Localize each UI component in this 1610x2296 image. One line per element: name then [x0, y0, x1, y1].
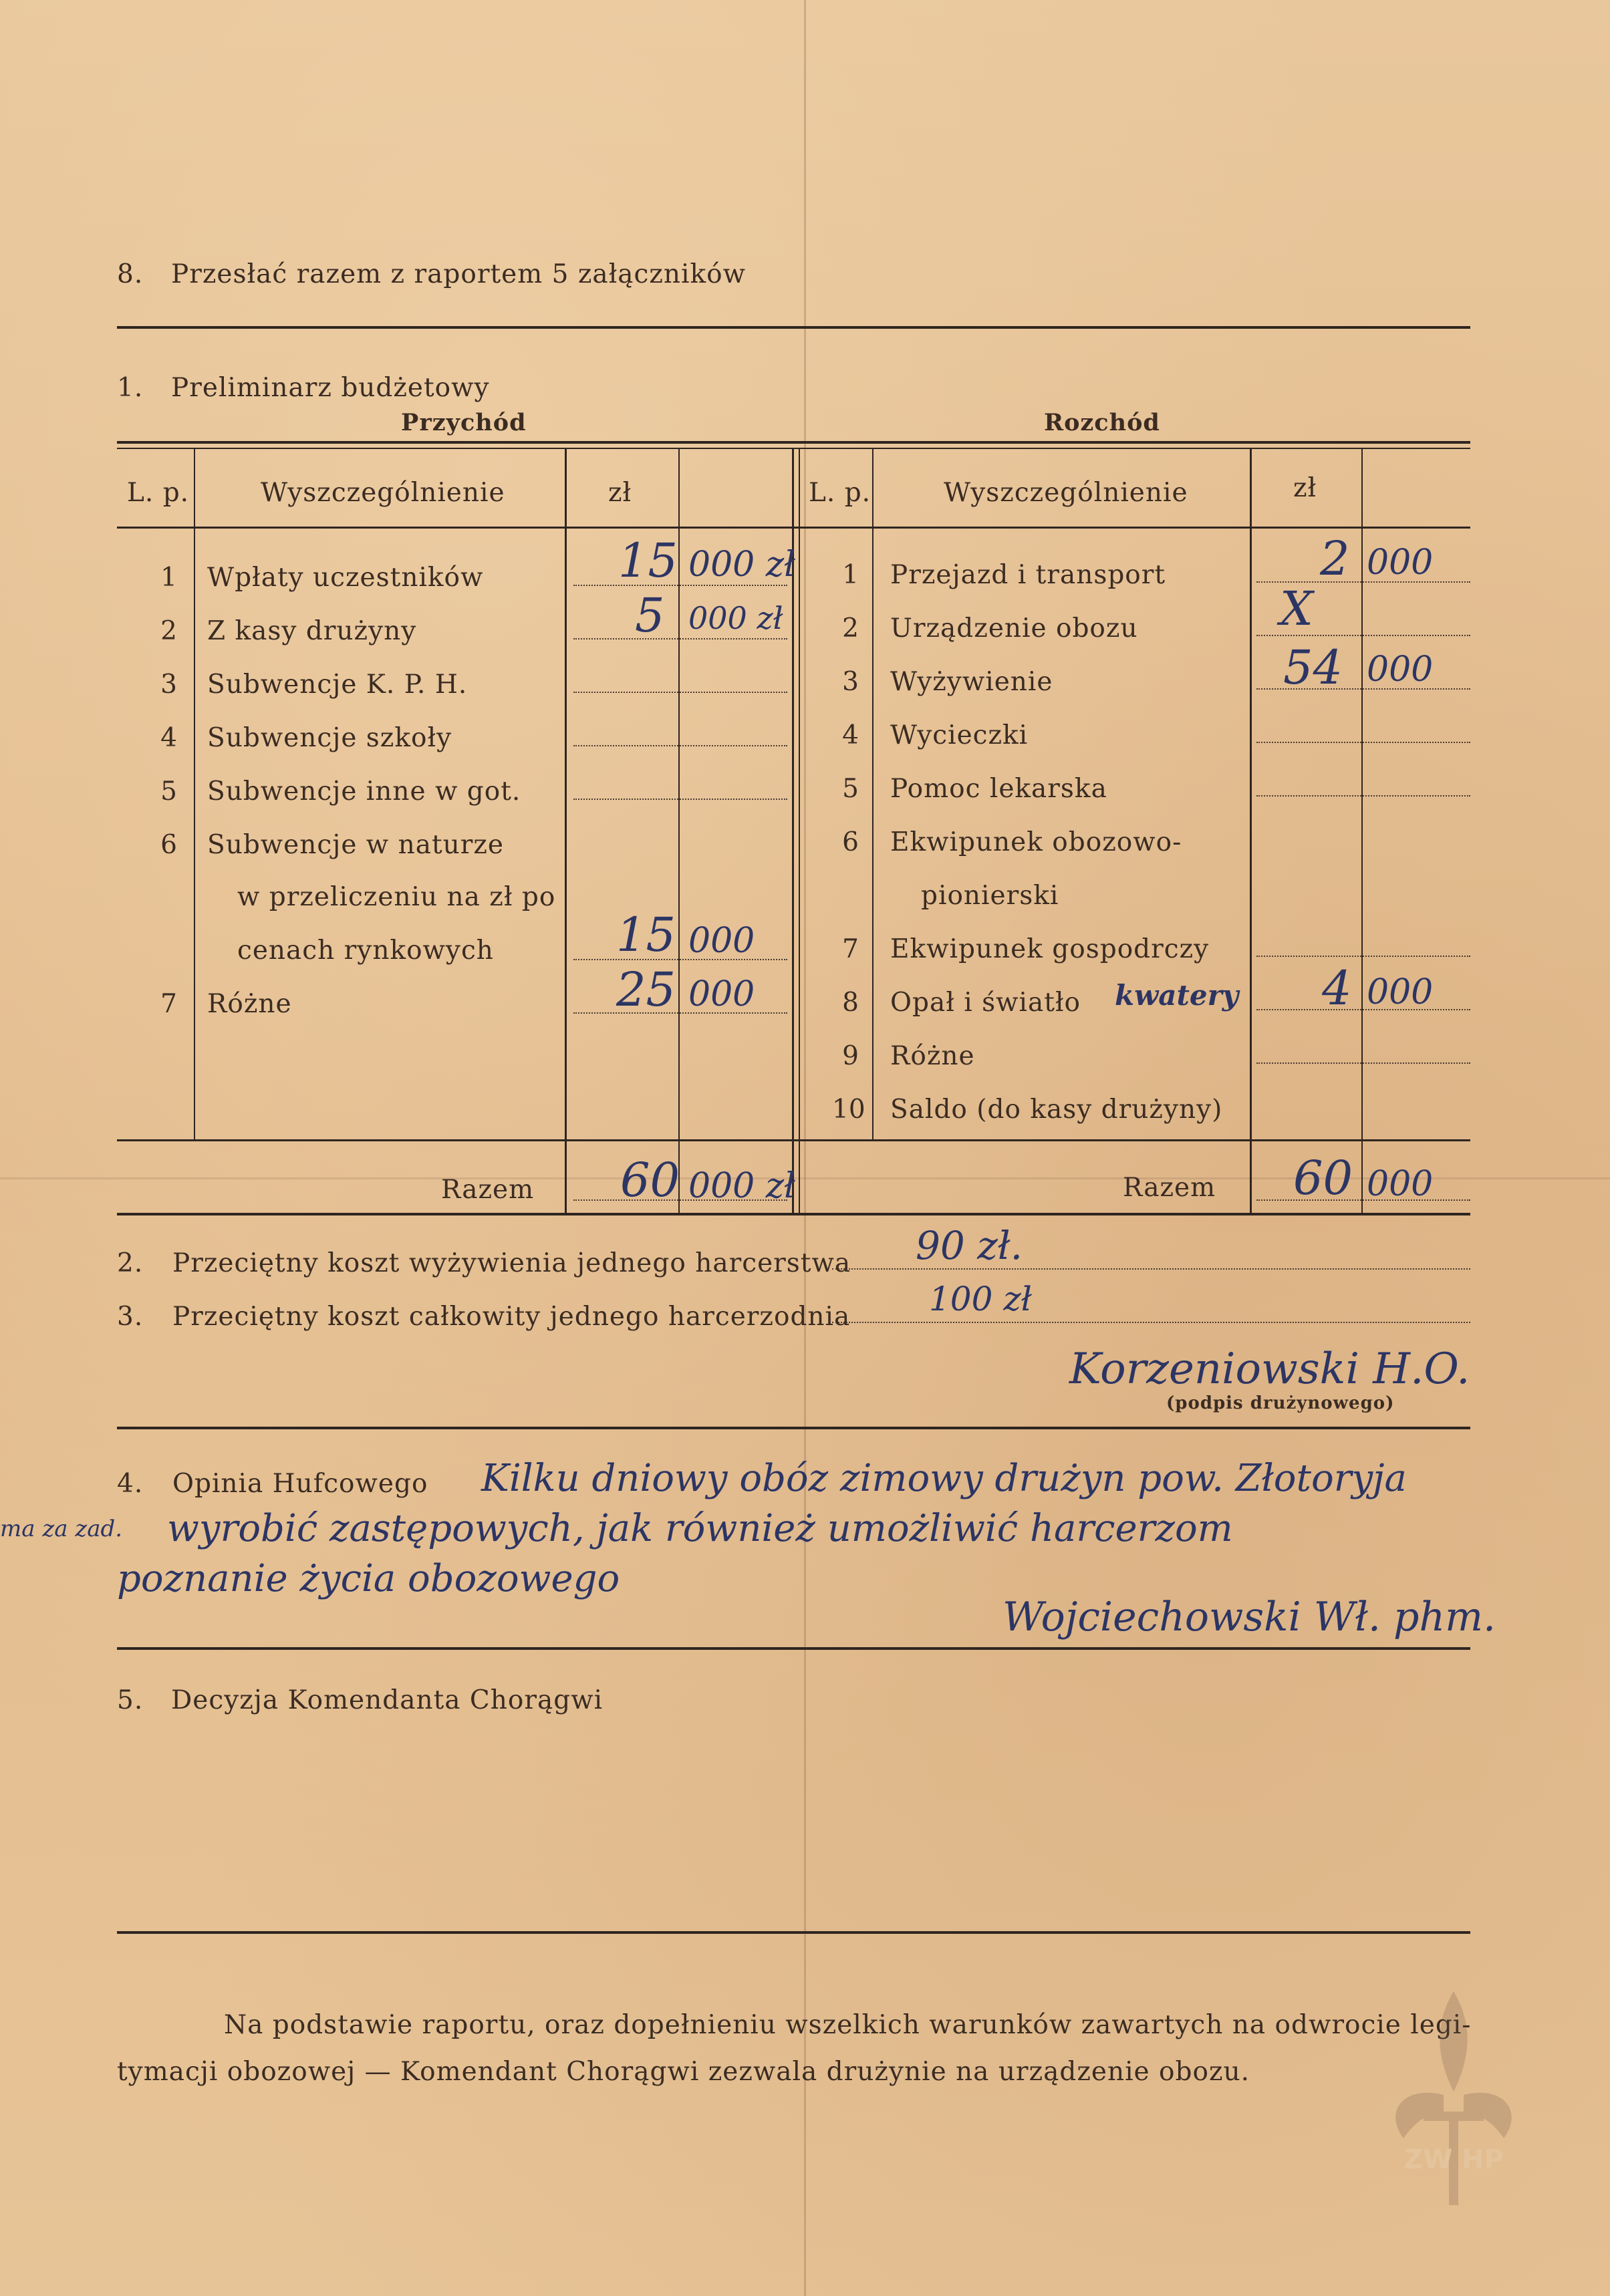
expense-row-zl: 4	[1322, 961, 1352, 1016]
expense-row-label: Urządzenie obozu	[890, 613, 1138, 643]
income-row-label: cenach rynkowych	[237, 936, 494, 966]
expense-row-zl: X	[1280, 581, 1313, 636]
footer-line-2: tymacji obozowej — Komendant Chorągwi zezwala drużynie na urządzenie obozu.	[117, 2057, 1250, 2087]
income-row-gr: 000	[688, 921, 755, 961]
expense-dotted-line	[1256, 1009, 1470, 1010]
expense-dotted-line	[1256, 581, 1470, 583]
item3-dotted-line	[832, 1322, 1470, 1323]
druzynowy-signature: Korzeniowski H.O.	[1069, 1344, 1470, 1394]
expense-title: Rozchód	[1044, 409, 1160, 436]
expense-row-gr: 000	[1367, 543, 1434, 583]
income-dotted-line	[573, 745, 787, 746]
expense-zl-divider	[1361, 449, 1363, 1213]
income-row-lp: 7	[160, 989, 177, 1019]
signature-caption: (podpis drużynowego)	[1166, 1393, 1395, 1413]
income-dotted-line	[573, 638, 787, 639]
divider	[117, 1647, 1470, 1650]
expense-row-label: Ekwipunek gospodrczy	[890, 934, 1210, 964]
item4-text: Opinia Hufcowego	[172, 1469, 428, 1499]
expense-dotted-line	[1256, 635, 1470, 636]
expense-row-label: Wycieczki	[890, 720, 1029, 750]
expense-row-lp: 3	[842, 667, 859, 697]
income-lp-divider	[194, 449, 195, 1140]
divider	[117, 1931, 1470, 1934]
table-middle-divider-2	[799, 449, 800, 1213]
income-row-gr: 000 zł	[688, 600, 783, 636]
item8-text: Przesłać razem z raportem 5 załączników	[171, 259, 746, 289]
expense-total-zl: 60	[1293, 1151, 1353, 1205]
opinion-line-2: wyrobić zastępowych, jak również umożliwić harcerzom	[167, 1507, 1233, 1550]
income-row-label: Subwencje szkoły	[207, 723, 452, 753]
income-row-lp: 4	[160, 723, 177, 753]
income-row-label: w przeliczeniu na zł po	[237, 882, 556, 912]
expense-row-note: kwatery	[1115, 979, 1239, 1012]
item1-number: 1.	[117, 373, 144, 403]
expense-row-zl: 2	[1320, 531, 1350, 586]
income-row-label: Subwencje inne w got.	[207, 776, 521, 807]
income-desc-divider	[565, 449, 567, 1213]
income-header-zl: zł	[608, 478, 632, 508]
expense-row-label: Ekwipunek obozowo-	[890, 827, 1182, 857]
income-header-lp: L. p.	[127, 478, 190, 508]
expense-row-label: Opał i światło	[890, 988, 1081, 1018]
footer-line-1: Na podstawie raportu, oraz dopełnieniu wszelkich warunków zawartych na odwrocie legi-	[224, 2010, 1472, 2040]
income-row-label: Wpłaty uczestników	[207, 563, 484, 593]
expense-header-lp: L. p.	[809, 478, 871, 508]
income-row-zl: 15	[618, 533, 678, 588]
item8-number: 8.	[117, 259, 144, 289]
income-total-zl: 60	[620, 1153, 680, 1207]
income-dotted-line	[573, 585, 787, 586]
expense-row-lp: 4	[842, 720, 859, 750]
item4-number: 4.	[117, 1469, 144, 1499]
opinion-line-2-prefix: ma za zad.	[0, 1516, 123, 1542]
income-row-label: Subwencje K. P. H.	[207, 670, 468, 700]
item3-text: Przeciętny koszt całkowity jednego harcerzodnia	[172, 1302, 851, 1332]
expense-row-label: Wyżywienie	[890, 667, 1053, 697]
item2-dotted-line	[832, 1268, 1470, 1270]
zhp-lily-watermark-icon	[1343, 1978, 1564, 2218]
income-dotted-line	[573, 959, 787, 960]
income-row-zl: 15	[616, 907, 676, 962]
expense-header-desc: Wyszczególnienie	[944, 478, 1188, 508]
item5-text: Decyzja Komendanta Chorągwi	[171, 1685, 603, 1715]
item2-value: 90 zł.	[916, 1223, 1023, 1268]
expense-row-lp: 5	[842, 774, 859, 804]
expense-total-gr: 000	[1367, 1164, 1434, 1204]
expense-dotted-line	[1256, 1199, 1470, 1201]
watermark-text: ZW HP	[1403, 2144, 1504, 2175]
expense-row-label: Saldo (do kasy drużyny)	[890, 1095, 1223, 1125]
income-row-lp: 1	[160, 563, 177, 593]
expense-row-lp: 10	[832, 1095, 865, 1125]
hufcowy-signature: Wojciechowski Wł. phm.	[1002, 1594, 1496, 1640]
expense-dotted-line	[1256, 956, 1470, 957]
expense-row-label: Przejazd i transport	[890, 560, 1166, 590]
expense-dotted-line	[1256, 742, 1470, 743]
paper-fold-vertical	[804, 0, 806, 2296]
item3-value: 100 zł	[929, 1280, 1032, 1318]
item1-text: Preliminarz budżetowy	[171, 373, 490, 403]
income-row-zl: 5	[635, 588, 665, 643]
income-dotted-line	[573, 692, 787, 693]
expense-row-lp: 9	[842, 1041, 859, 1071]
income-row-lp: 5	[160, 776, 177, 807]
income-dotted-line	[573, 1012, 787, 1014]
income-row-lp: 2	[160, 616, 177, 646]
expense-row-label: pionierski	[921, 881, 1059, 911]
income-row-label: Z kasy drużyny	[207, 616, 417, 646]
expense-row-label: Różne	[890, 1041, 975, 1071]
expense-row-zl: 54	[1283, 640, 1343, 695]
expense-header-zl: zł	[1293, 473, 1317, 503]
income-row-gr: 000	[688, 974, 755, 1014]
income-header-desc: Wyszczególnienie	[261, 478, 505, 508]
expense-row-lp: 7	[842, 934, 859, 964]
expense-row-lp: 1	[842, 560, 859, 590]
income-row-label: Subwencje w naturze	[207, 830, 505, 860]
expense-row-gr: 000	[1367, 972, 1434, 1012]
item5-number: 5.	[117, 1685, 144, 1715]
opinion-line-3: poznanie życia obozowego	[117, 1557, 620, 1600]
income-dotted-line	[573, 799, 787, 800]
income-row-zl: 25	[616, 962, 676, 1017]
expense-dotted-line	[1256, 688, 1470, 690]
income-row-lp: 3	[160, 670, 177, 700]
income-title: Przychód	[401, 409, 527, 436]
income-zl-divider	[678, 449, 680, 1213]
income-row-label: Różne	[207, 989, 292, 1019]
income-row-gr: 000 zł	[688, 545, 796, 585]
divider	[117, 326, 1470, 329]
table-top-line	[117, 441, 1470, 444]
expense-desc-divider	[1250, 449, 1252, 1213]
expense-row-lp: 2	[842, 613, 859, 643]
income-total-label: Razem	[441, 1175, 535, 1205]
expense-row-label: Pomoc lekarska	[890, 774, 1107, 804]
item3-number: 3.	[117, 1302, 144, 1332]
divider	[117, 1427, 1470, 1429]
item2-number: 2.	[117, 1248, 144, 1278]
expense-row-lp: 8	[842, 988, 859, 1018]
expense-total-label: Razem	[1123, 1173, 1216, 1203]
expense-row-gr: 000	[1367, 650, 1434, 690]
expense-dotted-line	[1256, 795, 1470, 797]
item2-text: Przeciętny koszt wyżywienia jednego harcerstwa	[172, 1248, 851, 1278]
income-total-gr: 000 zł	[688, 1166, 796, 1206]
expense-dotted-line	[1256, 1062, 1470, 1064]
opinion-line-1: Kilku dniowy obóz zimowy drużyn pow. Złotoryja	[481, 1457, 1407, 1500]
expense-lp-divider	[872, 449, 874, 1140]
expense-row-lp: 6	[842, 827, 859, 857]
income-row-lp: 6	[160, 830, 177, 860]
table-bottom-line	[117, 1213, 1470, 1215]
